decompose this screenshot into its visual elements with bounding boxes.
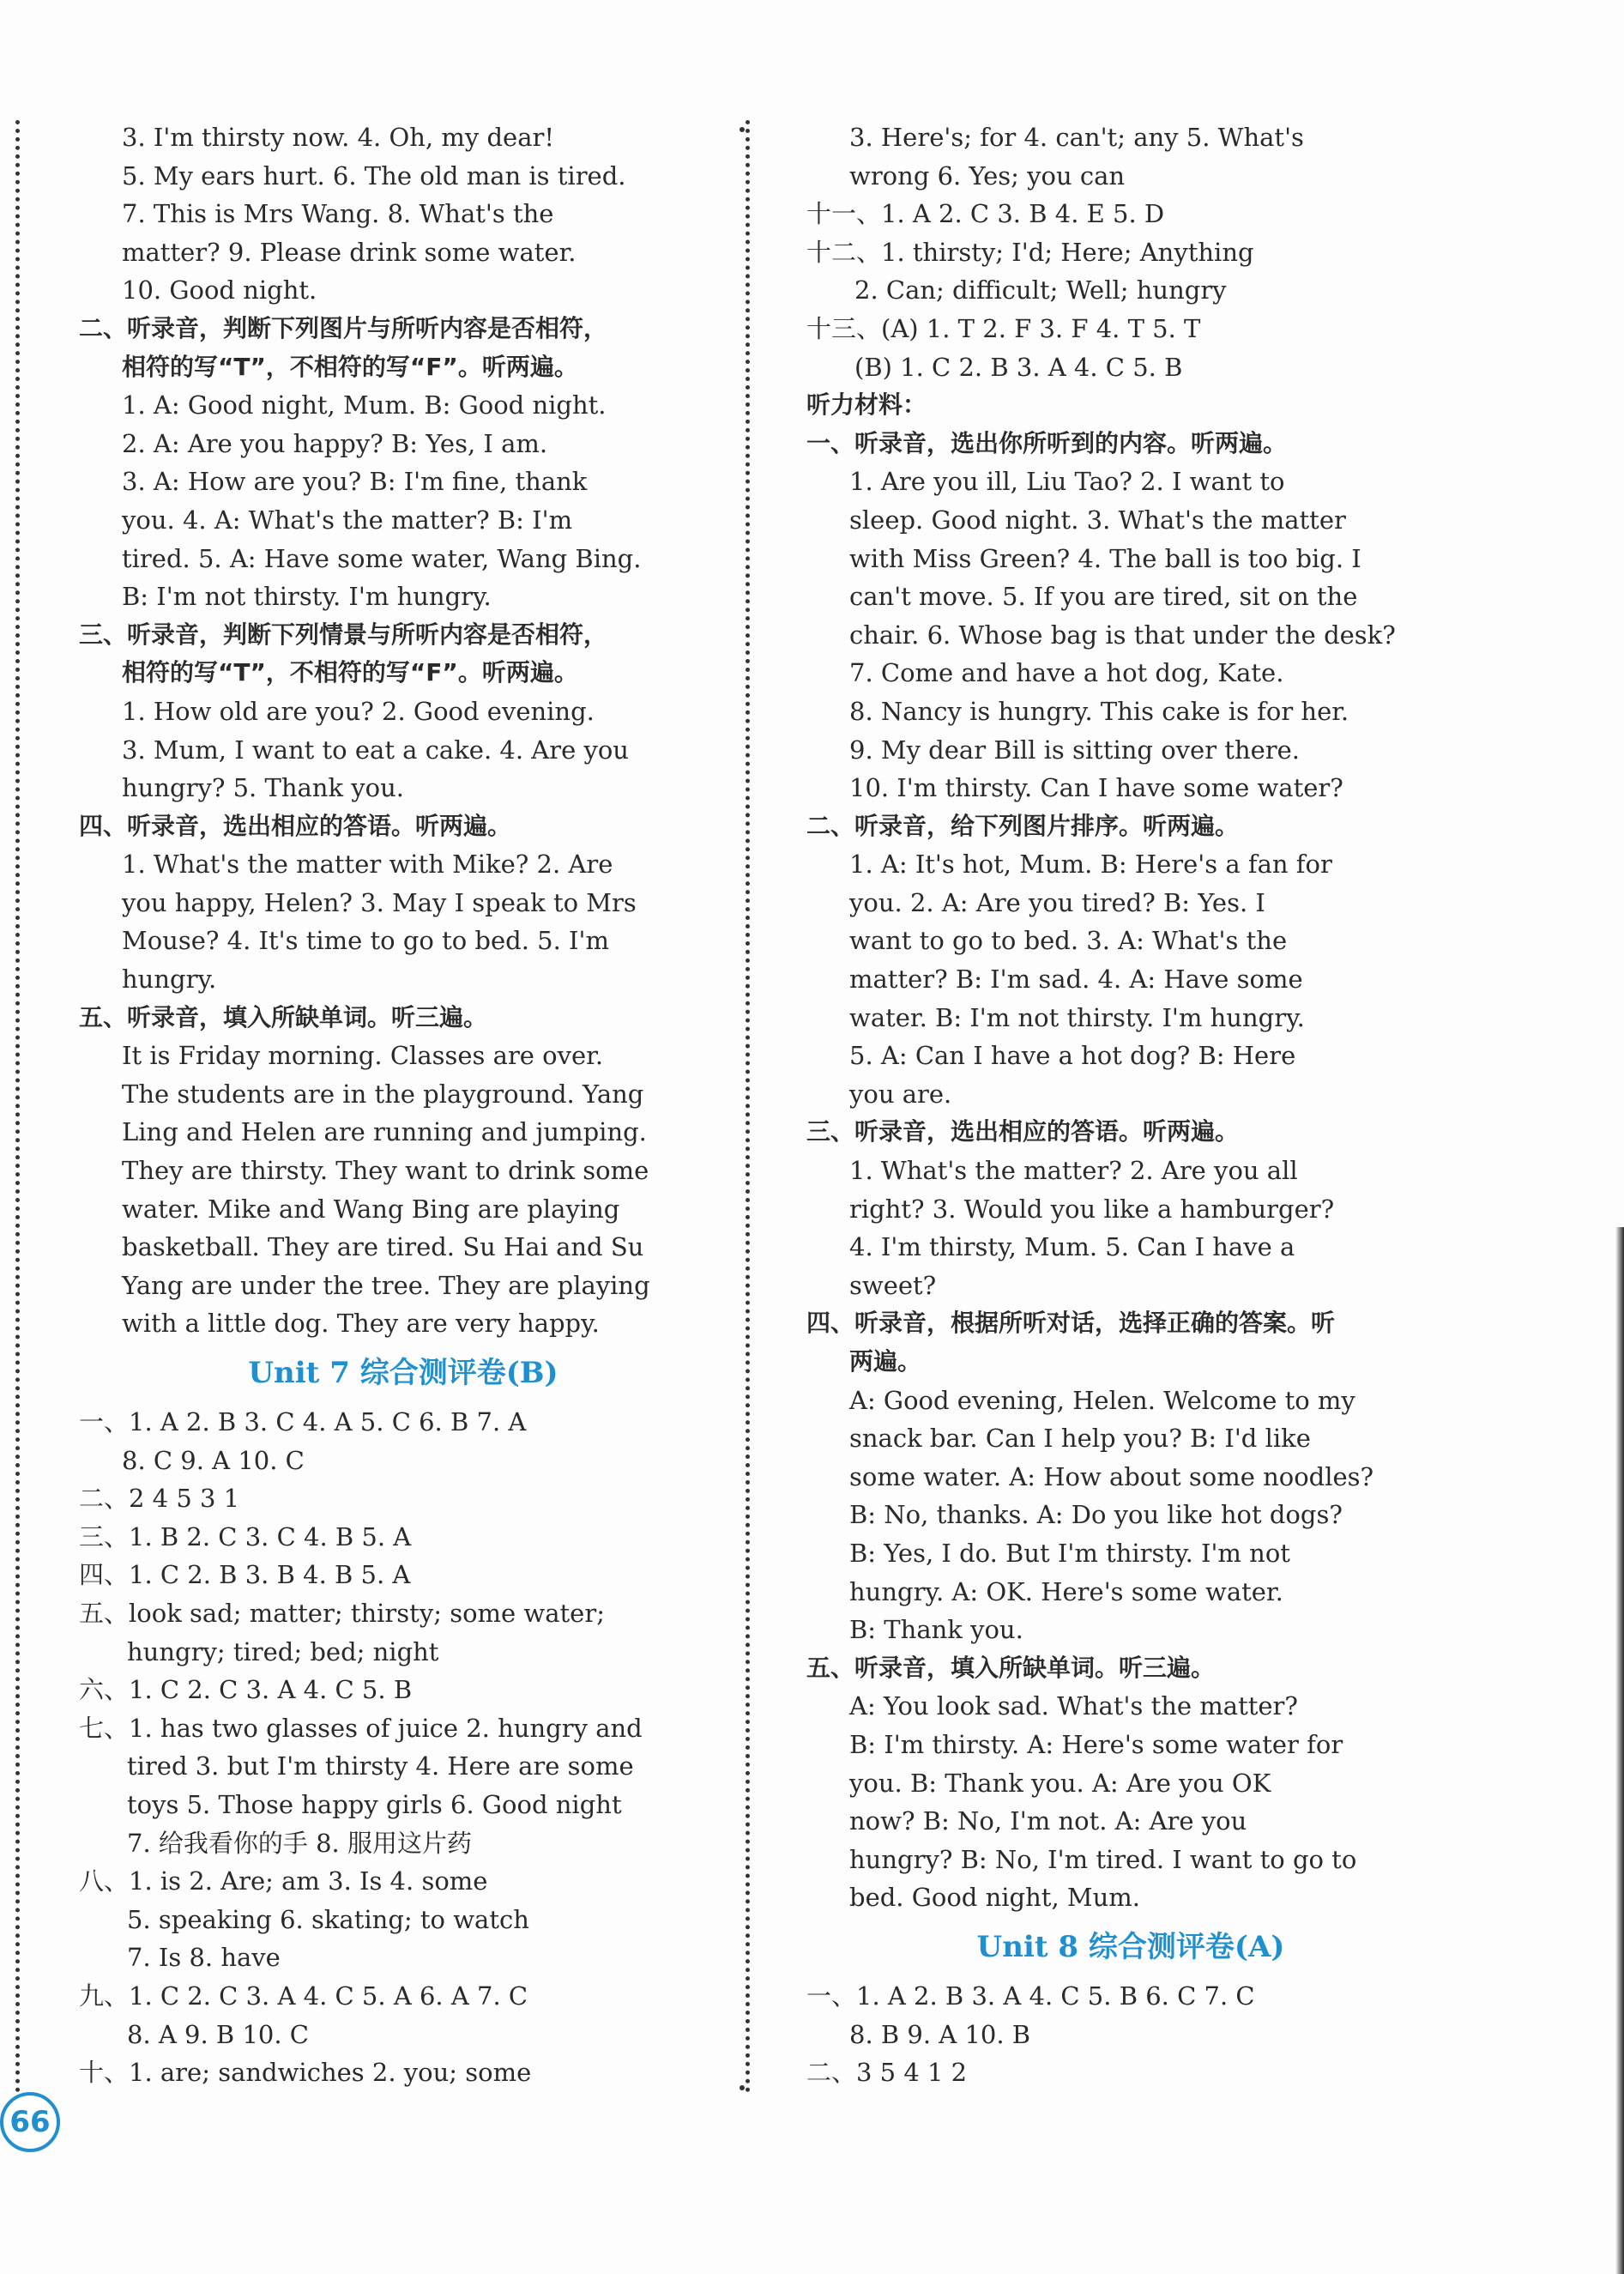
answer-line: B: Yes, I do. But I'm thirsty. I'm not (849, 1538, 1290, 1568)
answer-line: wrong 6. Yes; you can (849, 160, 1126, 191)
question-heading: 听力材料： (806, 390, 927, 420)
answer-line: It is Friday morning. Classes are over. (122, 1041, 604, 1071)
answer-line: 一、1. A 2. B 3. A 4. C 5. B 6. C 7. C (806, 1981, 1255, 2011)
answer-line: 3. Here's; for 4. can't; any 5. What's (849, 123, 1304, 152)
left-column (79, 118, 693, 2092)
answer-line: toys 5. Those happy girls 6. Good night (127, 1789, 622, 1819)
answer-line: 4. I'm thirsty, Mum. 5. Can I have a (849, 1232, 1295, 1262)
answer-line: you. 2. A: Are you tired? B: Yes. I (849, 887, 1265, 917)
question-heading: 相符的写“T”，不相符的写“F”。听两遍。 (122, 658, 578, 687)
answer-line: hungry? 5. Thank you. (122, 773, 405, 803)
answer-line: (B) 1. C 2. B 3. A 4. C 5. B (854, 352, 1183, 382)
answer-line: sleep. Good night. 3. What's the matter (849, 505, 1346, 535)
answer-line: 十、1. are; sandwiches 2. you; some (79, 2058, 532, 2088)
answer-line: 六、1. C 2. C 3. A 4. C 5. B (79, 1675, 413, 1705)
answer-line: 2. Can; difficult; Well; hungry (854, 275, 1227, 305)
answer-line: 1. How old are you? 2. Good evening. (122, 696, 595, 726)
answer-line: 7. Come and have a hot dog, Kate. (849, 658, 1284, 688)
answer-line: 8. C 9. A 10. C (122, 1445, 305, 1475)
answer-line: water. B: I'm not thirsty. I'm hungry. (849, 1002, 1305, 1032)
answer-line: some water. A: How about some noodles? (849, 1461, 1374, 1491)
answer-line: 三、1. B 2. C 3. C 4. B 5. A (79, 1521, 412, 1551)
answer-line: tired. 5. A: Have some water, Wang Bing. (122, 543, 642, 573)
question-heading: 三、听录音，选出相应的答语。听两遍。 (806, 1117, 1240, 1146)
answer-line: 二、2 4 5 3 1 (79, 1484, 240, 1514)
answer-line: 5. My ears hurt. 6. The old man is tired. (122, 160, 626, 191)
answer-line: hungry? B: No, I'm tired. I want to go to (849, 1844, 1357, 1874)
section-title: Unit 8 综合测评卷(A) (976, 1929, 1285, 1964)
column-divider (746, 120, 750, 2094)
question-heading: 五、听录音，填入所缺单词。听三遍。 (806, 1653, 1216, 1682)
answer-line: tired 3. but I'm thirsty 4. Here are some (127, 1751, 634, 1781)
answer-line: B: No, thanks. A: Do you like hot dogs? (849, 1500, 1343, 1530)
answer-line: hungry. A: OK. Here's some water. (849, 1576, 1283, 1606)
answer-line: snack bar. Can I help you? B: I'd like (849, 1424, 1311, 1454)
page-number-badge: 66 (0, 2092, 60, 2152)
answer-line: 5. A: Can I have a hot dog? B: Here (849, 1041, 1296, 1071)
answer-line: A: Good evening, Helen. Welcome to my (849, 1385, 1355, 1415)
answer-line: Mouse? 4. It's time to go to bed. 5. I'm (122, 926, 609, 956)
answer-line: 8. Nancy is hungry. This cake is for her. (849, 696, 1349, 726)
answer-line: matter? B: I'm sad. 4. A: Have some (849, 965, 1303, 995)
question-heading: 两遍。 (849, 1347, 922, 1376)
answer-line: They are thirsty. They want to drink some (122, 1156, 649, 1186)
answer-line: 10. Good night. (122, 275, 317, 305)
divider-dot (740, 2085, 745, 2090)
question-heading: 四、听录音，根据所听对话，选择正确的答案。听 (806, 1309, 1336, 1338)
answer-line: Ling and Helen are running and jumping. (122, 1117, 647, 1147)
answer-line: matter? 9. Please drink some water. (122, 237, 577, 267)
answer-line: 1. What's the matter with Mike? 2. Are (122, 850, 613, 880)
answer-line: B: I'm not thirsty. I'm hungry. (122, 582, 492, 612)
question-heading: 二、听录音，判断下列图片与所听内容是否相符， (79, 313, 608, 342)
answer-line: 3. I'm thirsty now. 4. Oh, my dear! (122, 123, 555, 152)
divider-dot (740, 127, 745, 132)
answer-line: 7. Is 8. have (127, 1943, 281, 1973)
answer-line: with Miss Green? 4. The ball is too big. I (849, 543, 1361, 573)
answer-line: A: You look sad. What's the matter? (849, 1691, 1298, 1721)
question-heading: 相符的写“T”，不相符的写“F”。听两遍。 (122, 352, 578, 381)
answer-line: B: I'm thirsty. A: Here's some water for (849, 1729, 1343, 1759)
answer-line: chair. 6. Whose bag is that under the desk? (849, 620, 1396, 650)
answer-line: 五、look sad; matter; thirsty; some water; (79, 1598, 605, 1628)
answer-line: you. B: Thank you. A: Are you OK (849, 1768, 1271, 1798)
answer-line: 十二、1. thirsty; I'd; Here; Anything (806, 237, 1254, 267)
binding-dotted-rule (15, 120, 20, 2102)
answer-line: want to go to bed. 3. A: What's the (849, 926, 1288, 956)
answer-line: you happy, Helen? 3. May I speak to Mrs (122, 887, 637, 917)
answer-line: The students are in the playground. Yang (122, 1079, 644, 1109)
answer-line: 3. Mum, I want to eat a cake. 4. Are you (122, 735, 629, 765)
answer-line: water. Mike and Wang Bing are playing (122, 1194, 620, 1224)
answer-line: 1. Are you ill, Liu Tao? 2. I want to (849, 467, 1285, 497)
answer-line: 9. My dear Bill is sitting over there. (849, 735, 1301, 765)
answer-line: 四、1. C 2. B 3. B 4. B 5. A (79, 1560, 411, 1590)
right-column (806, 118, 1421, 2092)
answer-line: 七、1. has two glasses of juice 2. hungry and (79, 1713, 643, 1743)
answer-line: 1. A: Good night, Mum. B: Good night. (122, 390, 607, 420)
answer-line: 1. A: It's hot, Mum. B: Here's a fan for (849, 850, 1332, 880)
answer-line: 一、1. A 2. B 3. C 4. A 5. C 6. B 7. A (79, 1407, 527, 1436)
question-heading: 二、听录音，给下列图片排序。听两遍。 (806, 811, 1240, 840)
answer-line: sweet? (849, 1270, 937, 1300)
answer-line: Yang are under the tree. They are playing (122, 1270, 650, 1300)
answer-line: 二、3 5 4 1 2 (806, 2058, 968, 2088)
question-heading: 一、听录音，选出你所听到的内容。听两遍。 (806, 428, 1288, 457)
answer-line: 1. What's the matter? 2. Are you all (849, 1156, 1298, 1186)
answer-line: hungry. (122, 965, 217, 995)
answer-line: 十三、(A) 1. T 2. F 3. F 4. T 5. T (806, 313, 1201, 343)
answer-line: 8. B 9. A 10. B (849, 2019, 1031, 2049)
answer-line: 5. speaking 6. skating; to watch (127, 1904, 529, 1934)
answer-line: now? B: No, I'm not. A: Are you (849, 1806, 1247, 1836)
answer-line: 8. A 9. B 10. C (127, 2019, 309, 2049)
page-edge-shadow (1615, 1227, 1624, 2274)
answer-line: 九、1. C 2. C 3. A 4. C 5. A 6. A 7. C (79, 1981, 528, 2011)
answer-line: bed. Good night, Mum. (849, 1883, 1140, 1913)
answer-line: basketball. They are tired. Su Hai and Su (122, 1232, 644, 1262)
answer-line: you are. (849, 1079, 952, 1109)
answer-line: 7. This is Mrs Wang. 8. What's the (122, 199, 554, 229)
question-heading: 四、听录音，选出相应的答语。听两遍。 (79, 811, 512, 840)
answer-line: 10. I'm thirsty. Can I have some water? (849, 773, 1343, 803)
answer-line: 八、1. is 2. Are; am 3. Is 4. some (79, 1866, 488, 1896)
answer-line: with a little dog. They are very happy. (122, 1309, 600, 1339)
answer-line: you. 4. A: What's the matter? B: I'm (122, 505, 573, 535)
answer-line: 2. A: Are you happy? B: Yes, I am. (122, 428, 548, 458)
question-heading: 五、听录音，填入所缺单词。听三遍。 (79, 1002, 488, 1031)
answer-line: 3. A: How are you? B: I'm fine, thank (122, 467, 588, 497)
answer-line: hungry; tired; bed; night (127, 1636, 439, 1666)
question-heading: 三、听录音，判断下列情景与所听内容是否相符， (79, 620, 608, 649)
answer-line: 7. 给我看你的手 8. 服用这片药 (127, 1828, 472, 1858)
answer-line: right? 3. Would you like a hamburger? (849, 1194, 1335, 1224)
answer-line: B: Thank you. (849, 1615, 1023, 1645)
answer-line: 十一、1. A 2. C 3. B 4. E 5. D (806, 199, 1165, 229)
section-title: Unit 7 综合测评卷(B) (248, 1356, 558, 1390)
answer-line: can't move. 5. If you are tired, sit on the (849, 582, 1358, 612)
